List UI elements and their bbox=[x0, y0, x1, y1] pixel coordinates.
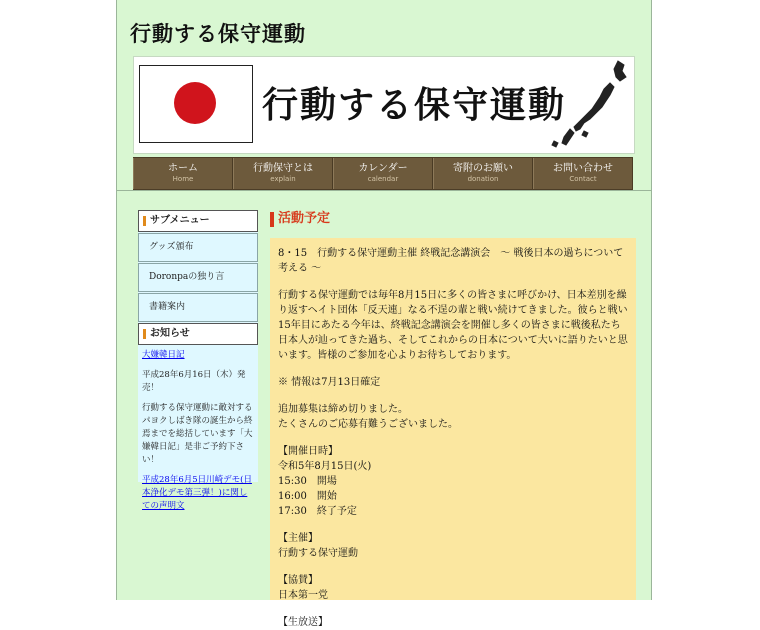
news-date: 平成28年6月16日（木）発売！ bbox=[142, 370, 246, 393]
sidebar-item-books[interactable]: 書籍案内 bbox=[138, 293, 258, 322]
event-sponsor: 【協賛】 日本第一党 bbox=[278, 575, 328, 601]
news-list bbox=[138, 345, 258, 513]
sidebar-item-doronpa[interactable]: Doronpaの独り言 bbox=[138, 263, 258, 292]
nav-donation[interactable]: 寄附のお願い donation bbox=[433, 158, 533, 189]
event-organizer: 【主催】 行動する保守運動 bbox=[278, 533, 358, 559]
nav-calendar[interactable]: カレンダー calendar bbox=[333, 158, 433, 189]
japan-map-icon bbox=[540, 59, 632, 149]
page-container bbox=[116, 0, 652, 628]
news-heading: お知らせ bbox=[138, 323, 258, 345]
event-content bbox=[270, 238, 636, 628]
main-navigation bbox=[133, 157, 633, 190]
news-text: 行動する保守運動に敵対するパヨクしばき隊の誕生から終焉までを総括しています「大嫌韓日記」是非ご予約下さい！ bbox=[142, 403, 253, 465]
banner-title: 行動する保守運動 bbox=[262, 84, 567, 126]
main-content bbox=[270, 210, 636, 628]
news-link-statement[interactable]: 平成28年6月5日川崎デモ(日本浄化デモ第三弾！)に関しての声明文 bbox=[142, 475, 252, 511]
section-heading: 活動予定 bbox=[270, 210, 636, 228]
nav-contact[interactable]: お問い合わせ Contact bbox=[533, 158, 633, 189]
nav-explain[interactable]: 行動保守とは explain bbox=[233, 158, 333, 189]
event-info-date: ※ 情報は7月13日確定 bbox=[278, 377, 381, 388]
news-link-book[interactable]: 大嫌韓日記 bbox=[142, 350, 185, 360]
divider bbox=[117, 190, 651, 191]
event-closed-notice: 追加募集は締め切りました。 たくさんのご応募有難うございました。 bbox=[278, 404, 458, 430]
event-description: 行動する保守運動では毎年8月15日に多くの皆さまに呼びかけ、日本差別を繰り返すヘイト団体「反天連」なる不逞の輩と戦い続けてきました。彼らと戦い15年目にあたる今年は、終戦記念講演会を開催し多くの皆さまに戦後私たち日本人が辿ってきた過ち、そしてこれからの日本について大いに語りたいと思います。皆様のご参加を心よりお待ちしております。 bbox=[278, 290, 628, 361]
event-title: 8・15 行動する保守運動主催 終戦記念講演会 ～ 戦後日本の過ちについて考える ～ bbox=[278, 248, 624, 274]
sidebar bbox=[138, 210, 258, 511]
japan-flag-icon bbox=[139, 65, 253, 143]
site-title[interactable]: 行動する保守運動 bbox=[130, 21, 306, 46]
header-banner bbox=[133, 56, 635, 154]
submenu-heading: サブメニュー bbox=[138, 210, 258, 232]
nav-home[interactable]: ホーム Home bbox=[133, 158, 233, 189]
sidebar-item-goods[interactable]: グッズ頒布 bbox=[138, 233, 258, 262]
event-broadcast: 【生放送】 bbox=[278, 617, 328, 628]
event-schedule: 【開催日時】 令和5年8月15日(火) 15:30 開場 16:00 開始 17:30 終了予定 bbox=[278, 446, 372, 517]
